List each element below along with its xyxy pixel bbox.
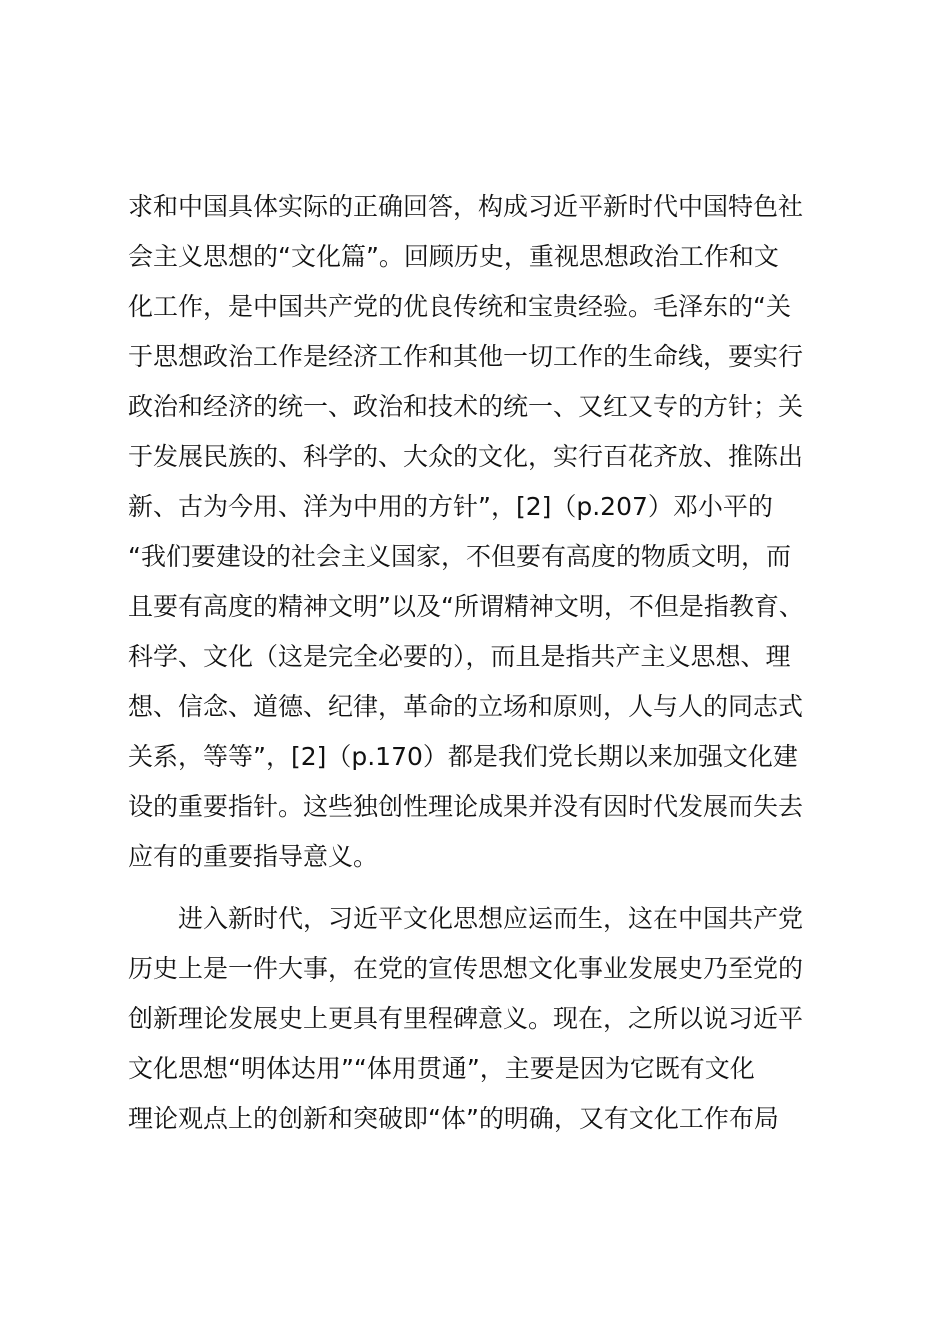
text-line: 想、信念、道德、纪律，革命的立场和原则，人与人的同志式	[128, 692, 804, 721]
text-line: 于发展民族的、科学的、大众的文化，实行百花齐放、推陈出	[128, 442, 804, 471]
paragraph-2	[128, 894, 838, 1144]
paragraph-1	[128, 182, 838, 882]
text-line: 求和中国具体实际的正确回答，构成习近平新时代中国特色社	[128, 192, 804, 221]
text-line: 文化思想“明体达用”“体用贯通”，主要是因为它既有文化	[128, 1054, 755, 1083]
text-line: 于思想政治工作是经济工作和其他一切工作的生命线，要实行	[128, 342, 804, 371]
text-line: 且要有高度的精神文明”以及“所谓精神文明，不但是指教育、	[128, 592, 804, 621]
text-line: 理论观点上的创新和突破即“体”的明确，又有文化工作布局	[128, 1104, 779, 1133]
text-line: 关系，等等”，[2]（p.170）都是我们党长期以来加强文化建	[128, 742, 798, 771]
text-line: 科学、文化（这是完全必要的），而且是指共产主义思想、理	[128, 642, 791, 671]
text-line: 政治和经济的统一、政治和技术的统一、又红又专的方针；关	[128, 392, 804, 421]
text-line: 进入新时代，习近平文化思想应运而生，这在中国共产党	[128, 904, 804, 933]
text-line: 应有的重要指导意义。	[128, 842, 379, 871]
text-line: 新、古为今用、洋为中用的方针”，[2]（p.207）邓小平的	[128, 492, 773, 521]
text-line: 创新理论发展史上更具有里程碑意义。现在，之所以说习近平	[128, 1004, 804, 1033]
text-line: 会主义思想的“文化篇”。回顾历史，重视思想政治工作和文	[128, 242, 779, 271]
text-line: 化工作，是中国共产党的优良传统和宝贵经验。毛泽东的“关	[128, 292, 791, 321]
text-line: “我们要建设的社会主义国家，不但要有高度的物质文明，而	[128, 542, 791, 571]
text-line: 历史上是一件大事，在党的宣传思想文化事业发展史乃至党的	[128, 954, 804, 983]
text-line: 设的重要指针。这些独创性理论成果并没有因时代发展而失去	[128, 792, 804, 821]
